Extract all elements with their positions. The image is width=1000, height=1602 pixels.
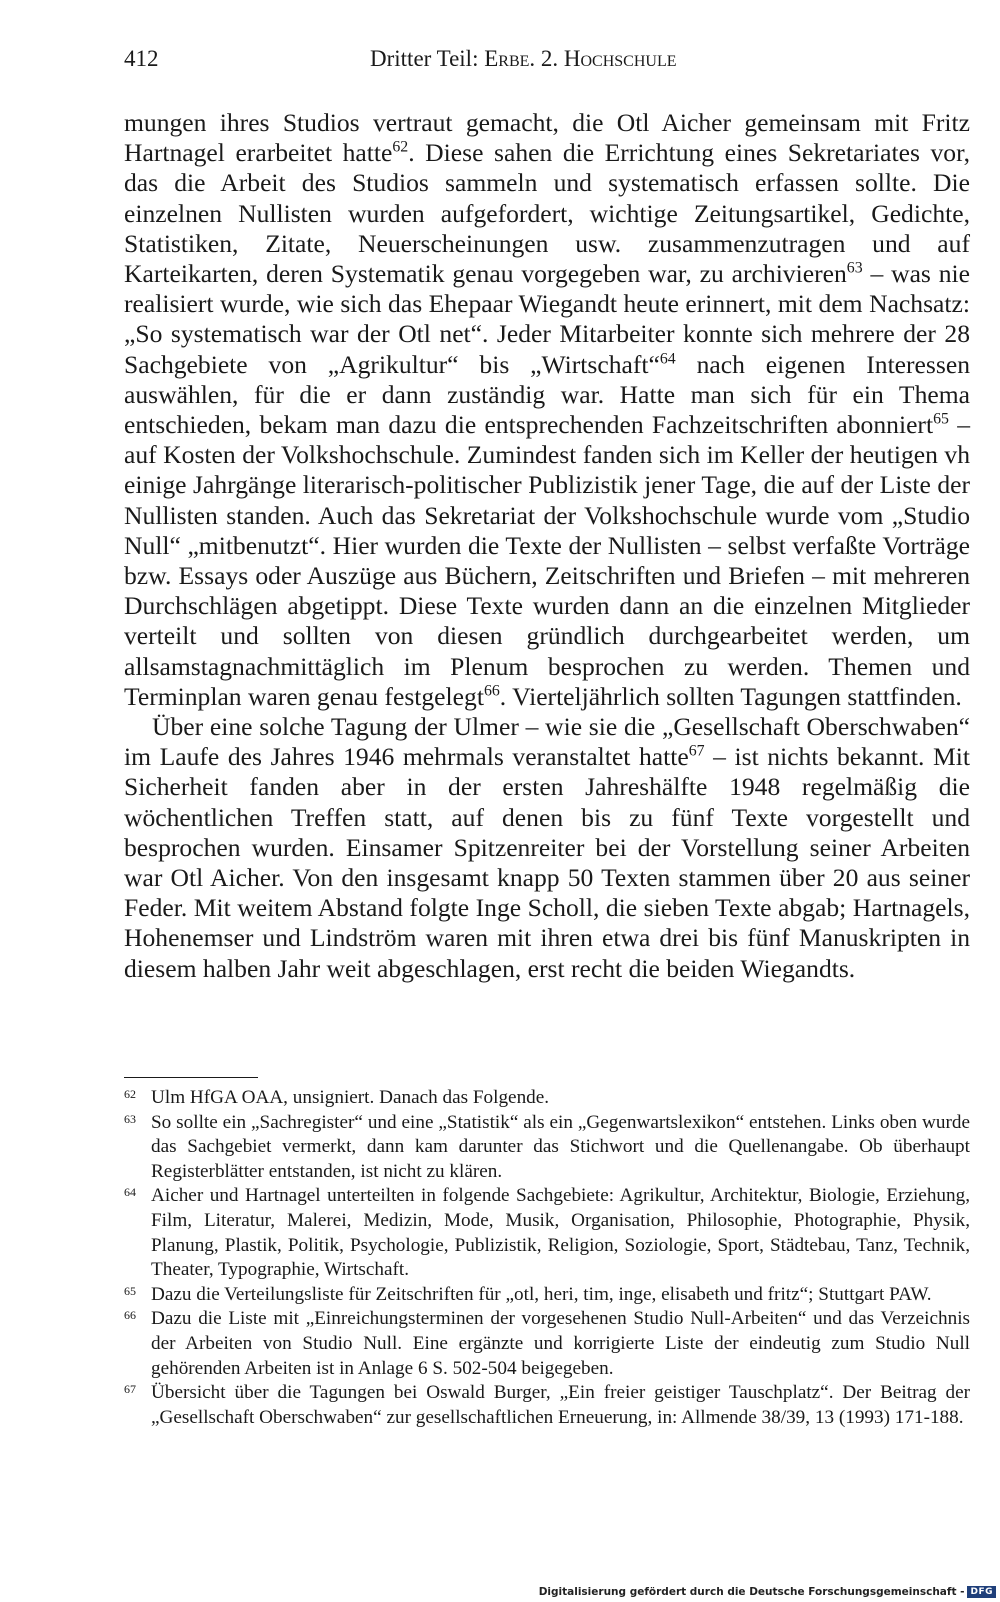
paragraph-2 [124,712,970,984]
footnote-text: So sollte ein „Sachregister“ und eine „Statistik“ als ein „Gegenwartslexikon“ entstehen. Links oben wurde das Sachgebiet vermerkt, dann kam darunter das Stichwort und die Quellenangabe. Ob überhaupt Registerblätter entstanden, ist nicht zu klären. [151,1111,970,1182]
text-run: – was nie realisiert wurde, wie sich das Ehepaar Wiegandt heute erinnert, mit dem Nachsatz: „So systematisch war der Otl net“. Jeder Mitarbeiter konnte sich mehrere der 28 Sachgebiete von „Agrikultur“ bis „Wirtschaft“ [124,259,970,379]
footnote-ref-67[interactable]: 67 [688,742,705,760]
footnotes [124,1086,970,1430]
footnote-number: 62 [124,1087,136,1101]
page-number: 412 [124,46,159,71]
footnote-number: 65 [124,1283,136,1298]
footnote-ref-65[interactable]: 65 [933,410,949,428]
text-run: nach eigenen Interessen auswählen, für die er dann zuständig war. Hatte man sich für ein Thema entschieden, bekam man dazu die entsprechenden Fachzeitschriften abonniert [124,349,970,440]
footnote-text: Ulm HfGA OAA, unsigniert. Danach das Folgende. [151,1087,550,1108]
footnote-text: Aicher und Hartnagel unterteilten in folgende Sachgebiete: Agrikultur, Architektur, Biologie, Erziehung, Film, Literatur, Malerei, Medizin, Mode, Musik, Organisation, Philosophie, Photographie, Physik, Planung, Plastik, Politik, Psychologie, Publizistik, Religion, Soziologie, Sport, Städtebau, Tanz, Technik, Theater, Typographie, Wirtschaft. [151,1185,970,1281]
running-head-prefix: Dritter Teil: [370,46,485,71]
footnote-66 [124,1307,970,1381]
footnote-separator [124,1077,258,1078]
page-header [124,46,970,80]
footnote-text: Dazu die Liste mit „Einreichungsterminen der vorgesehenen Studio Null-Arbeiten“ und das Verzeichnis der Arbeiten von Studio Null. Eine ergänzte und korrigierte Liste der eindeutig zum Studio Null gehörenden Arbeiten ist in Anlage 6 S. 502-504 beigegeben. [151,1308,970,1379]
footnote-ref-66[interactable]: 66 [483,682,500,700]
footnote-text: Übersicht über die Tagungen bei Oswald Burger, „Ein freier geistiger Tauschplatz“. Der Beitrag der „Gesellschaft Oberschwaben“ zur gesellschaftlichen Erneuerung, in: Allmende 38/39, 13 (1993) 171-188. [151,1382,970,1428]
text-run: mungen ihres Studios vertraut gemacht, die Otl Aicher gemeinsam mit Fritz Hartnagel erarbeitet hatte [124,108,970,168]
text-run: – ist nichts bekannt. Mit Sicherheit fanden aber in der ersten Jahreshälfte 1948 regelmäßig die wöchentlichen Treffen statt, auf denen bis zu fünf Texte vorgestellt und besprochen wurden. Einsamer Spitzenreiter bei der Vorstellung seiner Arbeiten war Otl Aicher. Von den insgesamt knapp 50 Texten stammen über 20 aus seiner Feder. Mit weitem Abstand folgte Inge Scholl, die sieben Texte abgab; Hartnagels, Hohenemser und Lindström waren mit ihren etwa drei bis fünf Manuskripten in diesem halben Jahr weit abgeschlagen, erst recht die beiden Wiegandts. [124,742,970,983]
running-head [370,46,677,72]
digitization-credit [539,1586,996,1598]
running-head-part1: Erbe [484,46,530,71]
text-run: . Diese sahen die Errichtung eines Sekretariates vor, das die Arbeit des Studios sammeln und systematisch erfassen sollte. Die einzelnen Nullisten wurden aufgefordert, wichtige Zeitungsartikel, Gedichte, Statistiken, Zitate, Neuerscheinungen usw. zusammenzutragen und auf Karteikarten, deren Systematik genau vorgegeben war, zu archivieren [124,138,970,289]
text-run: Über eine solche Tagung der Ulmer – wie sie die „Gesellschaft Oberschwaben“ im Laufe des Jahres 1946 mehrmals veranstaltet hatte [124,712,970,772]
main-text [124,108,970,984]
footnote-ref-63[interactable]: 63 [846,259,863,277]
running-head-sep: . 2. [529,46,564,71]
footnote-63 [124,1111,970,1185]
footnote-62 [124,1086,970,1111]
running-head-part2: Hochschule [563,46,677,71]
footnote-number: 66 [124,1308,136,1323]
paragraph-1 [124,108,970,712]
text-run: – auf Kosten der Volkshochschule. Zumindest fanden sich im Keller der heutigen vh einige Jahrgänge literarisch-politischer Publizistik jener Tage, die auf der Liste der Nullisten standen. Auch das Sekretariat der Volkshochschule wurde vom „Studio Null“ „mitbenutzt“. Hier wurden die Texte der Nullisten – selbst verfaßte Vorträge bzw. Essays oder Auszüge aus Büchern, Zeitschriften und Briefen – mit mehreren Durchschlägen abgetippt. Diese Texte wurden dann an die einzelnen Mitglieder verteilt und sollten von diesen gründlich durchgearbeitet werden, um allsamstagnachmittäglich im Plenum besprochen zu werden. Themen und Terminplan waren genau festgelegt [124,410,970,711]
digitization-credit-text: Digitalisierung gefördert durch die Deutsche Forschungsgemeinschaft - [538,1586,965,1598]
footnote-67 [124,1381,970,1430]
text-run: . Vierteljährlich sollten Tagungen stattfinden. [499,681,962,711]
footnote-number: 63 [124,1111,136,1126]
dfg-logo: DFG [967,1586,996,1598]
footnote-number: 64 [124,1185,136,1200]
footnote-ref-64[interactable]: 64 [659,350,676,368]
footnote-number: 67 [124,1382,136,1397]
footnote-ref-62[interactable]: 62 [392,138,409,156]
footnote-text: Dazu die Verteilungsliste für Zeitschriften für „otl, heri, tim, inge, elisabeth und fritz“; Stuttgart PAW. [151,1283,932,1305]
footnote-64 [124,1184,970,1282]
footnote-65 [124,1283,970,1308]
